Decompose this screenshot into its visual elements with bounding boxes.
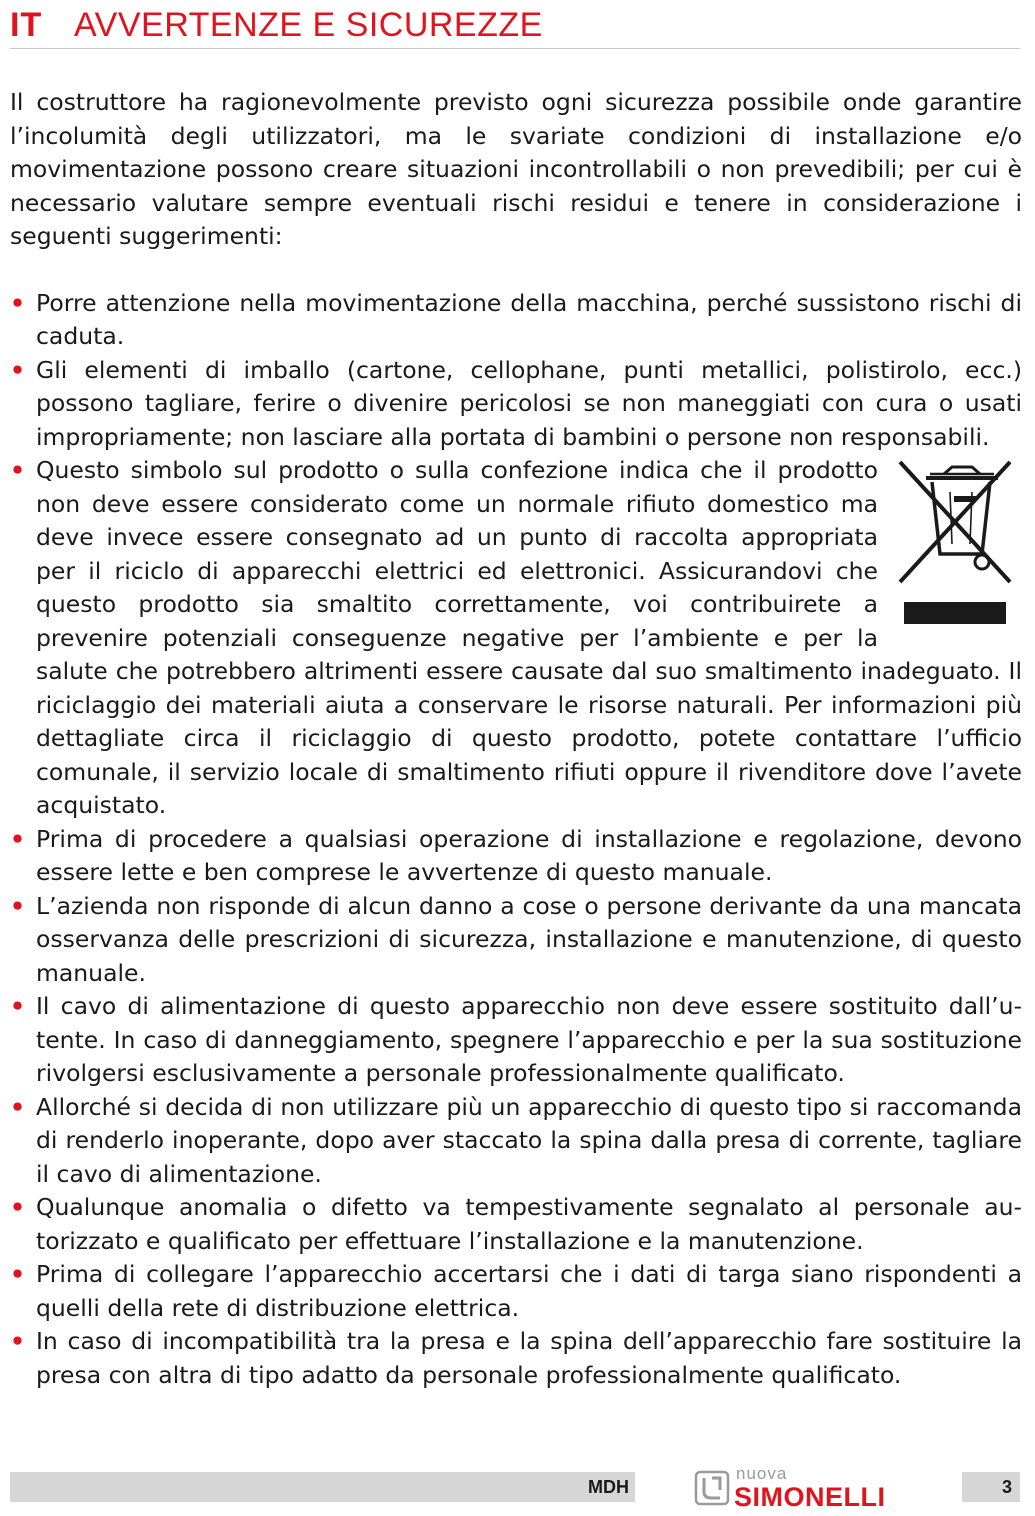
list-item xyxy=(10,990,1022,1091)
list-item-text: Porre attenzione nella movimentazione della macchina, perché sussistono rischi di caduta. xyxy=(36,288,1022,350)
list-item-text: In caso di incompatibilità tra la presa e la spina dell’apparecchio fare sostituire la presa con altra di tipo adatto da personale professionalmente qualificato. xyxy=(36,1327,1022,1389)
list-item-text: Prima di procedere a qualsiasi operazione di installazione e regolazione, devono essere lette e ben comprese le avvertenze di questo manuale. xyxy=(36,824,1022,886)
list-item-weee xyxy=(10,454,1022,823)
list-item-text: Gli elementi di imballo (cartone, cellophane, punti metallici, polistirolo, ecc.) possono tagliare, ferire o divenire pericolosi se non maneggiati con cura o usati impropriamente; non lasciare alla portata di bambini o persone non responsabili. xyxy=(36,355,1022,451)
document-body xyxy=(10,86,1022,1392)
footer-bar xyxy=(10,1472,635,1502)
list-item xyxy=(10,287,1022,354)
brand-small-text: nuova xyxy=(736,1464,788,1483)
weee-bin-icon xyxy=(892,454,1022,626)
list-item xyxy=(10,354,1022,455)
list-item xyxy=(10,1091,1022,1192)
page-number: 3 xyxy=(1001,1477,1012,1497)
brand-name: SIMONELLI xyxy=(734,1482,886,1512)
list-item-text: Il cavo di alimentazione di questo apparecchio non deve essere sostituito dall’utente. In caso di danneggiamento, spegnere l’apparecchio e per la sua sostituzione rivolgersi esclusivamente a personale professionalmente qualificato. xyxy=(36,992,1022,1087)
list-item xyxy=(10,890,1022,991)
list-item-text: Allorché si decida di non utilizzare più un apparecchio di questo tipo si raccomanda di renderlo inoperante, dopo aver staccato la spina dalla presa di corrente, tagliare il cavo di alimentazione. xyxy=(36,1092,1022,1188)
page-title: AVVERTENZE E SICUREZZE xyxy=(74,6,543,44)
intro-paragraph: Il costruttore ha ragionevolmente previsto ogni sicurezza possibile onde garantire l’incolumità degli utilizzatori, ma le svariate condizioni di installazione e/o movimentazione possono creare situazioni incontrollabili o non prevedibili; per cui è necessario valutare sempre eventuali rischi residui e tenere in considerazione i seguenti suggerimenti: xyxy=(10,88,1022,250)
page-header xyxy=(10,4,1020,49)
list-item xyxy=(10,823,1022,890)
list-item-text: Prima di collegare l’apparecchio accertarsi che i dati di targa siano rispondenti a quelli della rete di distribuzione elettrica. xyxy=(36,1260,1022,1322)
list-item xyxy=(10,1258,1022,1325)
list-item xyxy=(10,1325,1022,1392)
list-item-text: Questo simbolo sul prodotto o sulla confezione indica che il prodotto non deve essere considerato come un normale rifiuto domestico ma deve invece essere consegnato ad un punto di raccolta appropriata per il riciclo di apparecchi elettrici ed elettronici. Assicurandovi che questo prodotto sia smaltito correttamente, voi contribuirete a prevenire potenziali conseguenze negative per l’ambiente e per la salute che potrebbero altrimenti essere causate dal suo smaltimento inadeguato. Il riciclaggio dei materiali aiuta a conservare le risorse naturali. Per informazioni più dettagliate circa il riciclaggio di questo prodotto, potete contattare l’ufficio comunale, il servizio locale di smaltimento rifiuti oppure il rivenditore dove l’avete acquistato. xyxy=(36,456,1022,819)
language-code: IT xyxy=(10,6,43,44)
page-number-box xyxy=(962,1472,1020,1502)
model-code: MDH xyxy=(588,1477,629,1497)
safety-list xyxy=(10,287,1022,1393)
list-item-text: L’azienda non risponde di alcun danno a cose o persone derivante da una mancata osservanza delle prescrizioni di sicurezza, installazione e manutenzione, di questo manuale. xyxy=(36,891,1022,987)
simonelli-logo-icon xyxy=(694,1470,730,1506)
list-item xyxy=(10,1191,1022,1258)
list-item-text: Qualunque anomalia o difetto va tempestivamente segnalato al personale autorizzato e qualificato per effettuare l’installazione e la manutenzione. xyxy=(36,1193,1022,1255)
brand-logo xyxy=(694,1464,939,1512)
